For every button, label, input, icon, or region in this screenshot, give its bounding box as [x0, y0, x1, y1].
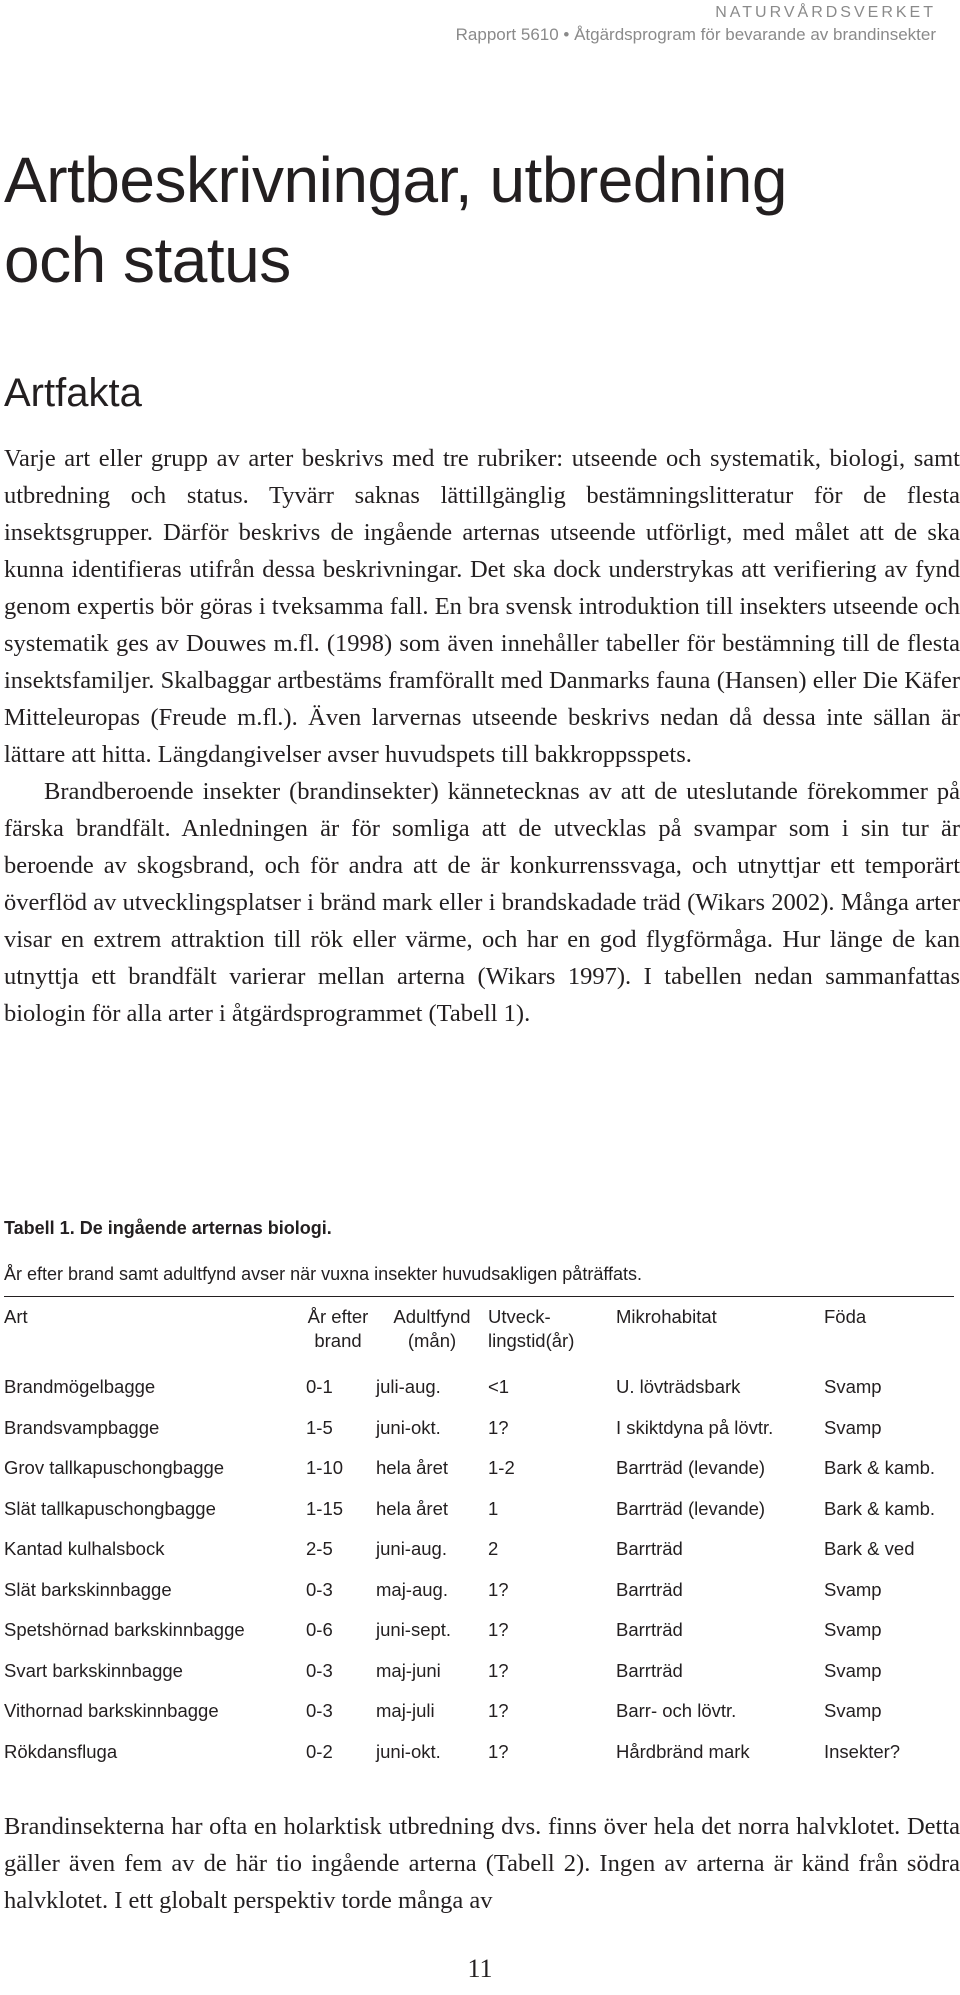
cell-foda: Bark & ved [824, 1538, 915, 1560]
closing-paragraph: Brandinsekterna har ofta en holarktisk utbredning dvs. finns över hela det norra halvklotet. Detta gäller även fem av de här tio ingående arterna (Tabell 2). Ingen av arterna är känd från södra halvklotet. I ett globalt perspektiv torde många av [4, 1813, 960, 1914]
table-header-row [4, 1297, 954, 1368]
table-row [4, 1732, 954, 1773]
cell-foda: Insekter? [824, 1740, 901, 1762]
cell-ar: 0-2 [306, 1740, 333, 1762]
cell-adult: hela året [376, 1457, 448, 1479]
table-row [4, 1570, 954, 1611]
table-row [4, 1448, 954, 1489]
cell-utv: 1? [488, 1659, 509, 1681]
paragraph-1: Varje art eller grupp av arter beskrivs med tre rubriker: utseende och systematik, biologi, samt utbredning och status. Tyvärr saknas lättillgänglig bestämningslitteratur för de flesta insektsgrupper. Därför beskrivs de ingående arternas utseende utförligt, med målet att de ska kunna identifieras utifrån dessa beskrivningar. Det ska dock understrykas att verifiering av fynd genom expertis bör göras i tveksamma fall. En bra svensk introduktion till insekters utseende och systematik ges av Douwes m.fl. (1998) som även innehåller tabeller för bestämning till de flesta insektsfamiljer. Skalbaggar artbestäms framförallt med Danmarks fauna (Hansen) eller Die Käfer Mitteleuropas (Freude m.fl.). Även larvernas utseende beskrivs nedan då dessa inte sällan är lättare att hitta. Längdangivelser avser huvudspets till bakkroppsspets. [4, 445, 960, 768]
cell-mikro: Barrträd [616, 1619, 683, 1641]
cell-utv: 1? [488, 1619, 509, 1641]
header-ar-efter-brand [300, 1297, 376, 1368]
cell-adult: juni-sept. [376, 1619, 452, 1641]
cell-ar: 0-6 [306, 1619, 333, 1641]
cell-ar: 1-15 [306, 1497, 344, 1519]
cell-mikro: U. lövträdsbark [616, 1376, 741, 1398]
cell-foda: Svamp [824, 1578, 882, 1600]
header-adult-line-2: (mån) [407, 1330, 457, 1351]
cell-art: Rökdansfluga [4, 1740, 118, 1762]
table-row [4, 1610, 954, 1651]
page-title [4, 140, 787, 300]
agency-name: NATURVÅRDSVERKET [715, 4, 936, 21]
cell-foda: Svamp [824, 1659, 882, 1681]
header-utvecklingstid [488, 1297, 616, 1368]
header-art: Art [4, 1297, 300, 1368]
cell-art: Brandmögelbagge [4, 1376, 156, 1398]
cell-mikro: Barrträd [616, 1578, 683, 1600]
header-ar-line-2: brand [314, 1330, 362, 1351]
header-foda: Föda [824, 1297, 954, 1368]
cell-art: Slät barkskinnbagge [4, 1578, 172, 1600]
body-text [4, 440, 960, 1032]
cell-mikro: Barrträd (levande) [616, 1457, 766, 1479]
cell-foda: Svamp [824, 1619, 882, 1641]
cell-art: Grov tallkapuschongbagge [4, 1457, 225, 1479]
header-adultfynd [376, 1297, 488, 1368]
cell-mikro: Barrträd [616, 1659, 683, 1681]
table-row [4, 1691, 954, 1732]
cell-utv: 1 [488, 1497, 499, 1519]
cell-utv: 1? [488, 1700, 509, 1722]
cell-adult: juni-okt. [376, 1416, 441, 1438]
cell-foda: Svamp [824, 1700, 882, 1722]
cell-foda: Svamp [824, 1376, 882, 1398]
cell-art: Vithornad barkskinnbagge [4, 1700, 219, 1722]
paragraph-2: Brandberoende insekter (brandinsekter) kännetecknas av att de uteslutande förekommer på färska brandfält. Anledningen är för somliga att de utvecklas på svampar som i sin tur är beroende av skogsbrand, och för andra att de är konkurrenssvaga, och utnyttjar ett temporärt överflöd av utvecklingsplatser i bränd mark eller i brandskadade träd (Wikars 2002). Många arter visar en extrem attraktion till rök eller värme, och har en god flygförmåga. Hur länge de kan utnyttja ett brandfält varierar mellan arterna (Wikars 1997). I tabellen nedan sammanfattas biologin för alla arter i åtgärdsprogrammet (Tabell 1). [4, 778, 960, 1027]
header-utv-line-1: Utveck- [488, 1306, 551, 1327]
table-row [4, 1651, 954, 1692]
cell-utv: 1? [488, 1416, 509, 1438]
cell-adult: maj-aug. [376, 1578, 448, 1600]
cell-adult: maj-juli [376, 1700, 435, 1722]
cell-adult: juni-okt. [376, 1740, 441, 1762]
cell-art: Slät tallkapuschongbagge [4, 1497, 216, 1519]
cell-ar: 1-5 [306, 1416, 333, 1438]
cell-art: Kantad kulhalsbock [4, 1538, 165, 1560]
cell-ar: 2-5 [306, 1538, 333, 1560]
page-title-line-2: och status [4, 224, 291, 296]
page-header [0, 0, 936, 46]
page-title-line-1: Artbeskrivningar, utbredning [4, 144, 787, 216]
table-row [4, 1367, 954, 1408]
cell-mikro: Barrträd (levande) [616, 1497, 766, 1519]
table-row [4, 1529, 954, 1570]
header-ar-line-1: År efter [307, 1306, 369, 1327]
cell-foda: Bark & kamb. [824, 1497, 936, 1519]
report-line: Rapport 5610 • Åtgärdsprogram för bevarande av brandinsekter [455, 25, 936, 44]
header-adult-line-1: Adultfynd [393, 1306, 471, 1327]
cell-adult: juni-aug. [376, 1538, 447, 1560]
cell-foda: Bark & kamb. [824, 1457, 936, 1479]
table-row [4, 1408, 954, 1449]
biology-table [4, 1296, 954, 1772]
header-utv-line-2: lingstid(år) [488, 1330, 575, 1351]
cell-ar: 0-3 [306, 1700, 333, 1722]
cell-art: Spetshörnad barkskinnbagge [4, 1619, 245, 1641]
cell-ar: 0-3 [306, 1659, 333, 1681]
cell-mikro: I skiktdyna på lövtr. [616, 1416, 774, 1438]
cell-mikro: Hårdbränd mark [616, 1740, 750, 1762]
cell-adult: maj-juni [376, 1659, 441, 1681]
cell-ar: 0-3 [306, 1578, 333, 1600]
cell-utv: 2 [488, 1538, 499, 1560]
cell-adult: juli-aug. [376, 1376, 441, 1398]
table-note: År efter brand samt adultfynd avser när vuxna insekter huvudsakligen påträffats. [4, 1264, 643, 1284]
table-row [4, 1489, 954, 1530]
cell-utv: 1? [488, 1578, 509, 1600]
cell-art: Brandsvampbagge [4, 1416, 160, 1438]
cell-ar: 1-10 [306, 1457, 344, 1479]
header-mikrohabitat: Mikrohabitat [616, 1297, 824, 1368]
cell-foda: Svamp [824, 1416, 882, 1438]
cell-ar: 0-1 [306, 1376, 333, 1398]
cell-utv: 1? [488, 1740, 509, 1762]
cell-mikro: Barr- och lövtr. [616, 1700, 737, 1722]
cell-utv: <1 [488, 1376, 510, 1398]
cell-art: Svart barkskinnbagge [4, 1659, 183, 1681]
cell-mikro: Barrträd [616, 1538, 683, 1560]
page-number: 11 [467, 1954, 493, 1983]
cell-adult: hela året [376, 1497, 448, 1519]
table-caption: Tabell 1. De ingående arternas biologi. [4, 1218, 332, 1238]
section-title: Artfakta [4, 371, 142, 415]
cell-utv: 1-2 [488, 1457, 515, 1479]
